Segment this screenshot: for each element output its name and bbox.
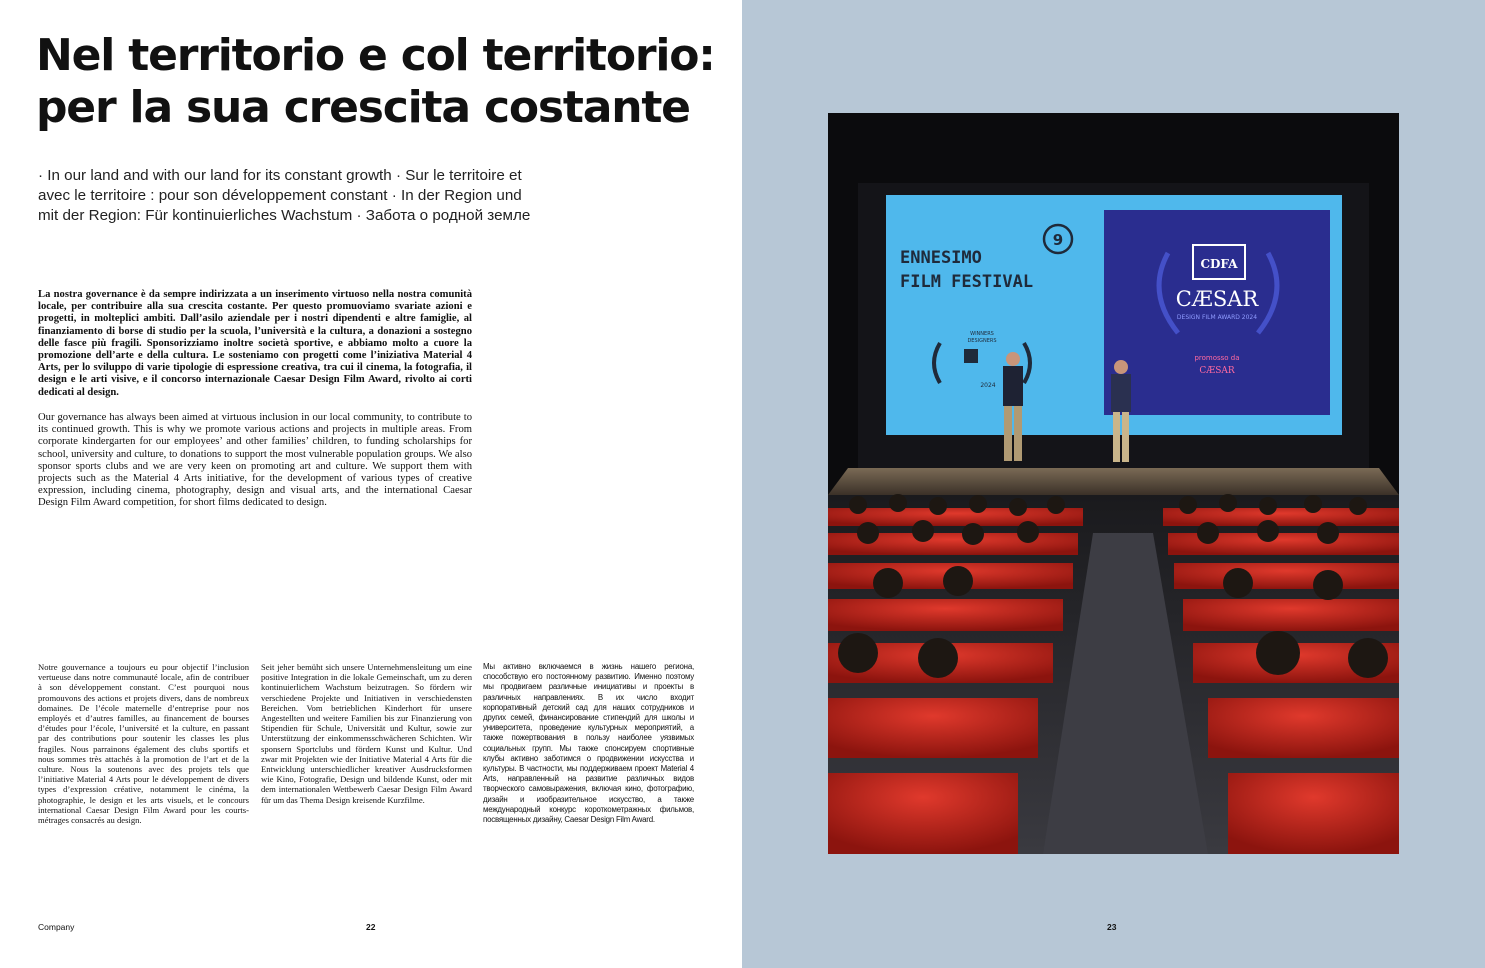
festival-title-line-2: FILM FESTIVAL (900, 272, 1034, 292)
stage-floor (828, 468, 1399, 495)
footer-section-label: Company (38, 922, 75, 932)
promoted-by-label: promosso da (1194, 354, 1240, 362)
title-line-1: Nel territorio e col territorio: (36, 30, 715, 81)
designers-label: DESIGNERS (967, 338, 997, 344)
page-number-right: 23 (1107, 922, 1117, 932)
caesar-logo-text: CÆSAR (1175, 287, 1259, 311)
body-russian: Мы активно включаемся в жизнь нашего региона, способствую его постоянному развитию. Именно поэтому мы продвигаем различные инициативы и проекты в различных направлениях. В их число входит корпоративный детский сад для наших сотрудников и других семей, финансирование стипендий для школы и университета, проведение культурных мероприятий, а также пожертвования в пользу наиболее уязвимых социальных групп. Мы также спонсируем спортивные клубы активно заботимся о продвижении искусства и культуры. В частности, мы поддерживаем проект Material 4 Arts, направленный на развитие различных видов творческого самовыражения, включая кино, фотографию, дизайн и изобразительное искусство, а также международный конкурс короткометражных фильмов, посвященных дизайну, Caesar Design Film Award. (483, 662, 694, 825)
winners-year: 2024 (980, 382, 996, 389)
subtitle-line-1: · In our land and with our land for its constant growth · Sur le territoire et (38, 167, 522, 184)
badge-logo (964, 349, 978, 363)
page-number-left: 22 (366, 922, 376, 932)
page-title (36, 30, 726, 134)
multilingual-subtitle (38, 166, 558, 226)
cdfa-logo-text: CDFA (1200, 257, 1238, 271)
title-line-2: per la sua crescita costante (36, 82, 690, 133)
caesar-panel (1104, 210, 1330, 415)
edition-number: 9 (1052, 231, 1064, 249)
body-german: Seit jeher bemüht sich unsere Unternehmensleitung um eine positive Integration in die lokale Gemeinschaft, um zu deren kontinuierlichem Wachstum beizutragen. So fördern wir verschiedene Projekte und Initiativen in verschiedensten Bereichen. Vom betrieblichen Kinderhort für unsere Angestellten und weitere Familien bis zur Finanzierung von Stipendien für Schule, Universität und Kultur, sowie zur Unterstützung der einkommensschwächeren Schichten. Wir sponsern Sportclubs und fördern Kunst und Kultur. Und zwar mit Projekten wie der Initiative Material 4 Arts für die Entwicklung unterschiedlicher kreativer Ausdrucksformen wie Kino, Fotografie, Design und bildende Kunst, oder mit dem internationalen Wettbewerb Caesar Design Film Award für um das Thema Design kreisende Kurzfilme. (261, 662, 472, 805)
caesar-subtitle: DESIGN FILM AWARD 2024 (1176, 314, 1258, 321)
subtitle-line-3: mit der Region: Für kontinuierliches Wachstum · Забота о родной земле (38, 207, 531, 224)
body-italian: La nostra governance è da sempre indirizzata a un inserimento virtuoso nella nostra comunità locale, per contribuire alla sua crescita costante. Per questo promuoviamo svariate azioni e progetti, in molteplici ambiti. Dall’asilo aziendale per i nostri dipendenti e altre famiglie, al finanziamento di borse di studio per la scuola, l’università e la cultura, a donazioni a sostegno delle fasce più fragili. Sponsorizziamo inoltre società sportive, e abbiamo molto a cuore la promozione dell’arte e della cultura. Le sosteniamo con progetti come l’iniziativa Material 4 Arts, per lo sviluppo di varie tipologie di espressione creativa, tra cui il cinema, la fotografia, il design e le arti visive, e il concorso internazionale Caesar Design Film Award, rivolto ai corti dedicati al design. (38, 289, 472, 398)
festival-photo (828, 113, 1399, 854)
body-english: Our governance has always been aimed at virtuous inclusion in our local community, to contribute to its continued growth. This is why we promote various actions and projects in multiple areas. From corporate kindergarten for our employees’ and other families’ children, to funding scholarships for school, university and culture, to donations to support the most vulnerable population groups. We also sponsor sports clubs and we are very keen on promoting art and culture. We support them with projects such as the Material 4 Arts initiative, for the development of various types of creative expression, including cinema, photography, design and visual arts, and the international Caesar Design Film Award competition, for short films dedicated to design. (38, 412, 472, 509)
festival-photo-illustration (828, 113, 1399, 854)
body-french: Notre gouvernance a toujours eu pour objectif l’inclusion vertueuse dans notre communauté locale, afin de contribuer à son développement constant. C’est pourquoi nous promouvons des actions et projets divers, dans de nombreux domaines. De l’école maternelle d’entreprise pour nos employés et d’autres familles, au financement de bourses d’études pour l’école, l’université et la culture, en passant par des contributions pour soutenir les classes les plus fragiles. Nous parrainons également des clubs sportifs et nous sommes très attachés à la promotion de l’art et de la culture. Nous la soutenons avec des projets tels que l’initiative Material 4 Arts pour le développement de divers types d’expression créative, notamment le cinéma, la photographie, le design et les arts visuels, et le concours international Caesar Design Film Award pour les courts-métrages consacrés au design. (38, 662, 249, 826)
festival-title-line-1: ENNESIMO (900, 248, 982, 268)
caesar-small-logo: CÆSAR (1199, 366, 1235, 376)
winners-label: WINNERS (970, 331, 994, 337)
subtitle-line-2: avec le territoire : pour son développement constant · In der Region und (38, 187, 522, 204)
